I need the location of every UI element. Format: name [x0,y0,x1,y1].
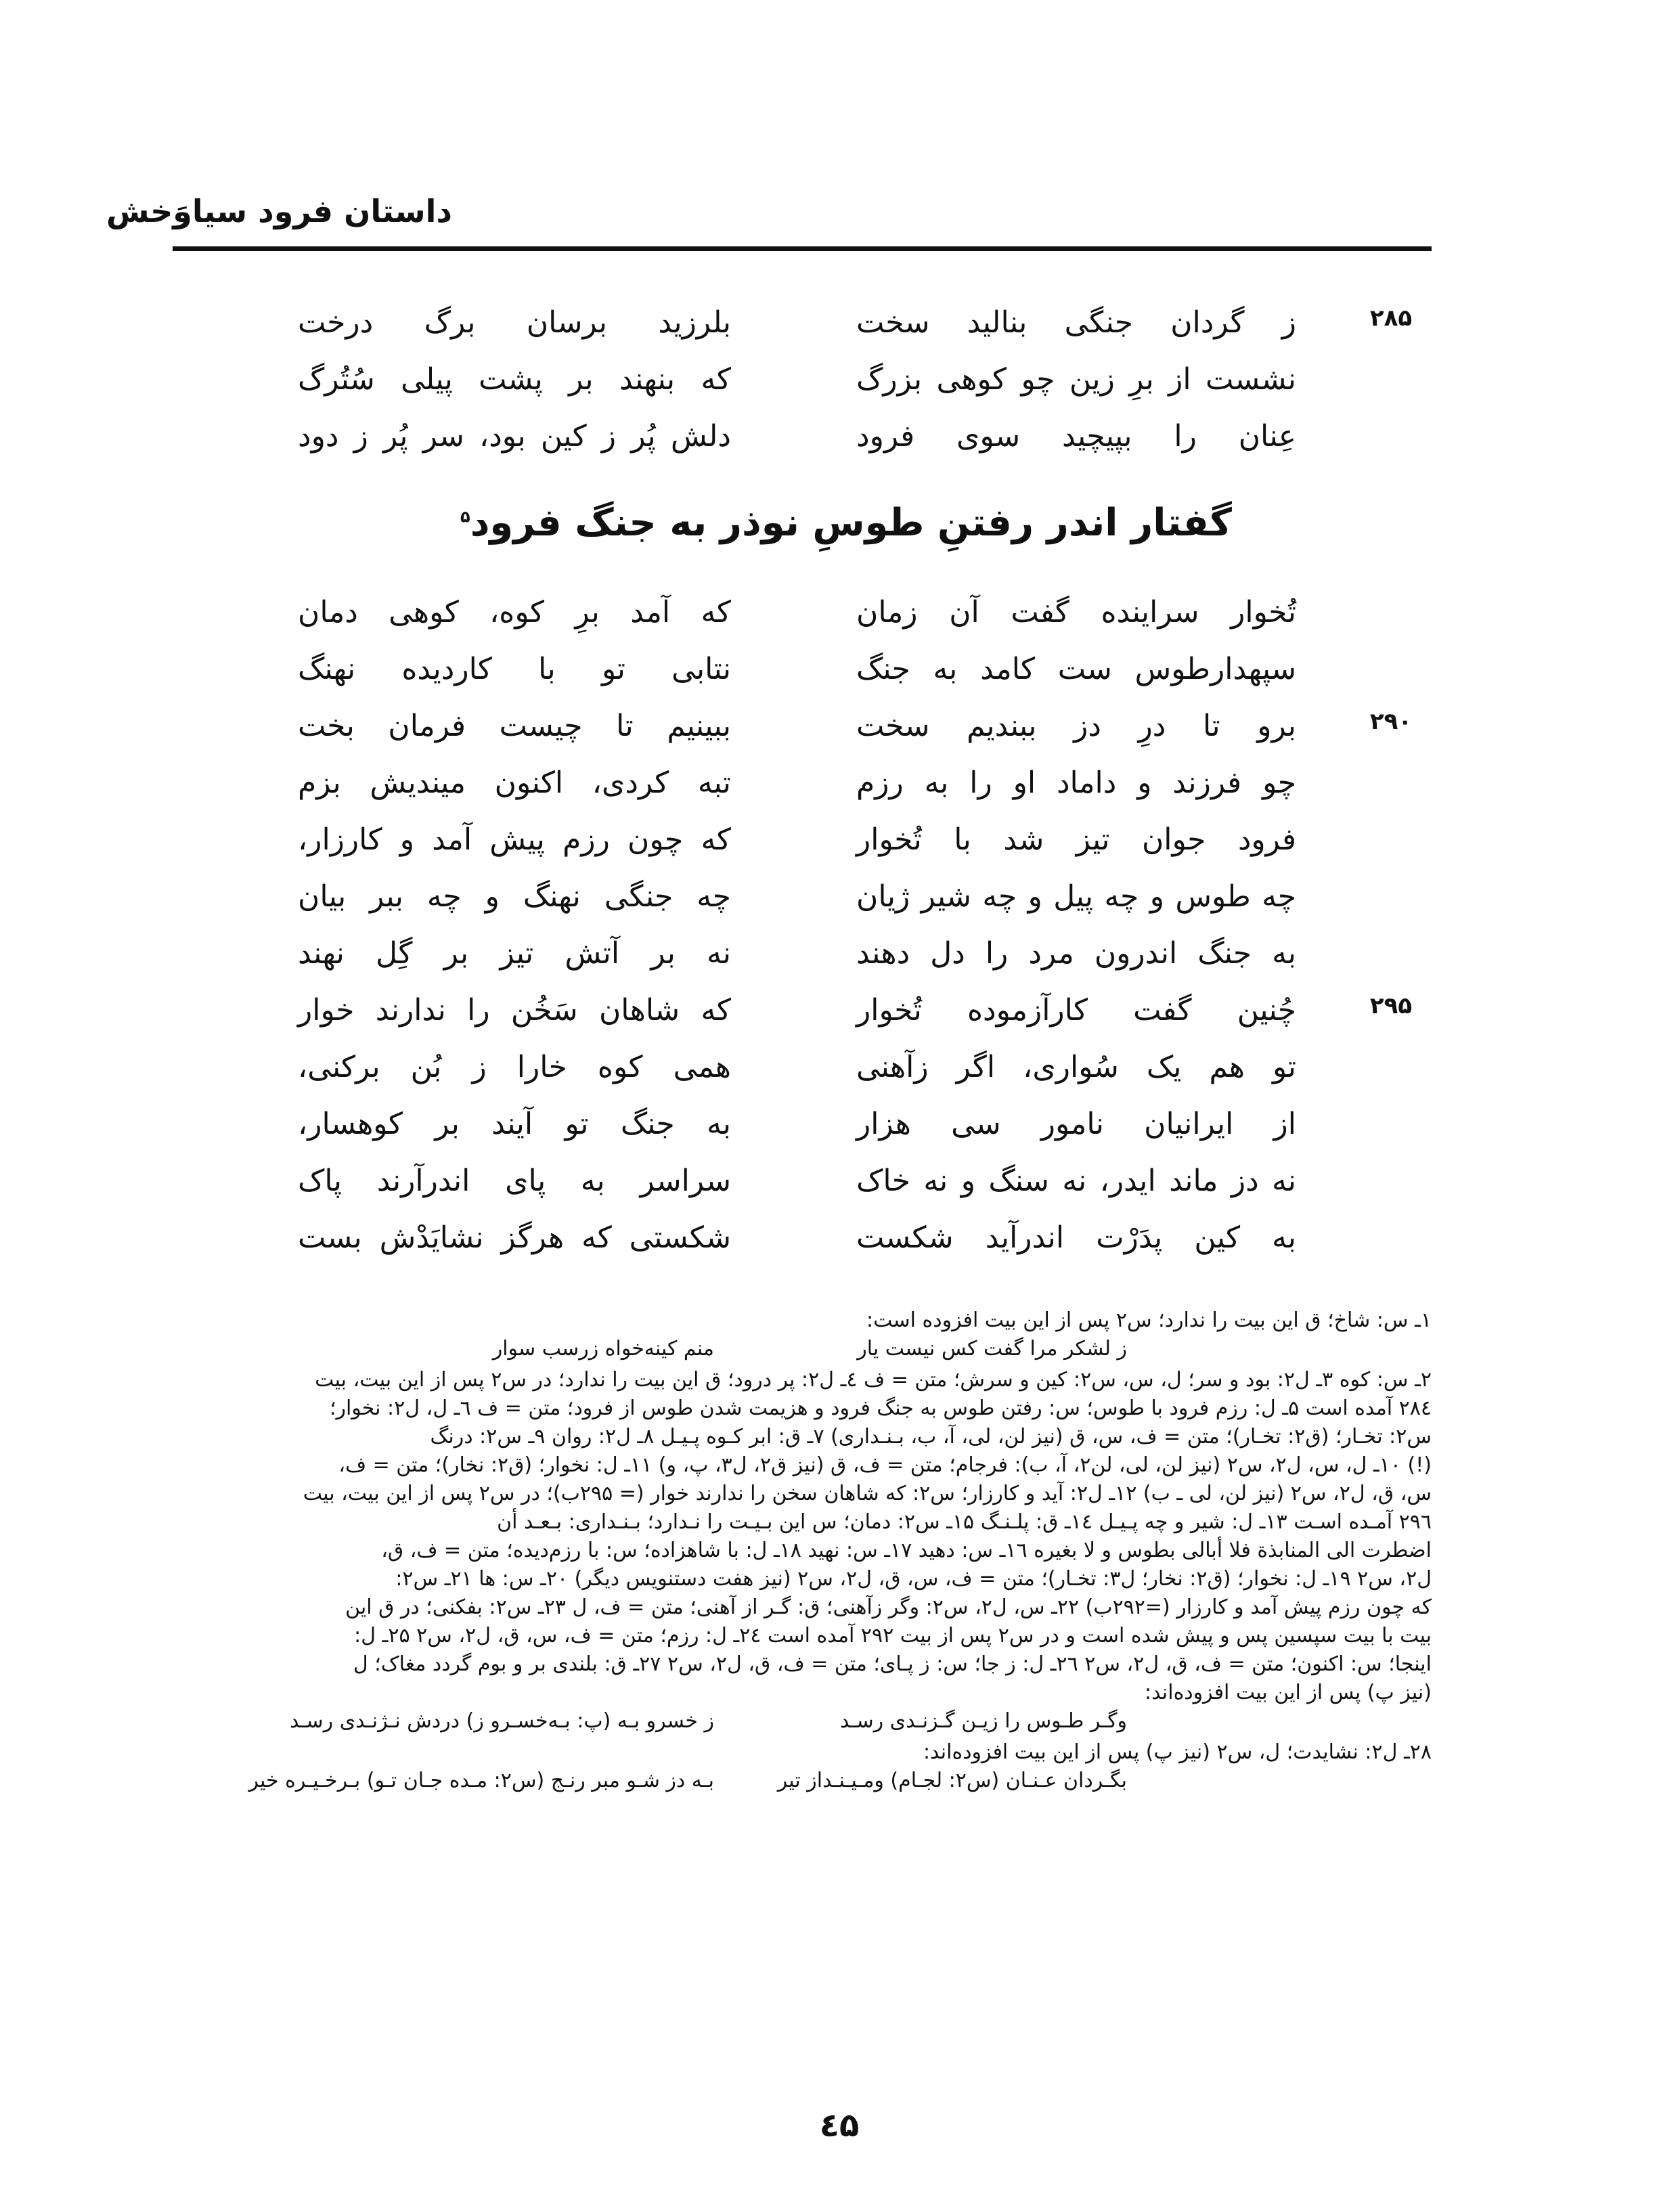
footnote-line: س۲: تخـار؛ (ق۲: تخـار)؛ متن = ف، س، ق (نیز لن، لی، آ، ب، بـنـداری) ۷ـ ق: ابر کـوه پـیـل ۸ـ ل۲: روان ۹ـ س۲: درنگ [430,1425,1432,1449]
verse-row [0,589,1680,646]
right-hemistich: چه طوس و چه پیل و چه شیر ژیان [856,879,1296,914]
hemistich-text: بلرزید برسان برگ درخت [298,305,731,340]
footnote-verse-right: وگـر طـوس را زیـن گـزنـدی رسـد [839,1709,1127,1733]
right-hemistich: ز گردان جنگی بنالید سخت [856,305,1296,340]
footnote-verse [166,1335,1432,1366]
verse-row [0,1044,1680,1101]
footnote-line: اضطرت الی المنابذة فلا أبالی بطوس و لا بغیره ۱٦ـ س: دهید ۱۷ـ س: نهید ۱۸ـ ل: با شاهزاده؛ س: با رزم‌دیده؛ متن = ف، ق، [381,1539,1432,1562]
verse-row [0,413,1680,470]
right-hemistich: فرود جوان تیز شد با تُخوار [856,822,1296,857]
header-rule [173,246,1432,251]
right-hemistich: چو فرزند و داماد او را به رزم [856,766,1296,800]
footnote-line: (نیز پ) پس از این بیت افزوده‌اند: [1145,1681,1432,1704]
footnote-line: بیت با بیت سپسین پس و پیش شده است و در س۲ پس از بیت ۲۹۲ آمده است ۲٤ـ ل: رزم؛ متن = ف، س، ق، ل۲، س۲ ۲۵ـ ل: [354,1624,1432,1648]
footnote-line: اینجا؛ س: اکنون؛ متن = ف، ق، ل۲، س۲ ۲٦ـ ل: ز جا؛ س: ز پـای؛ متن = ف، ق، ل۲، س۲ ۲۷ـ ق: بلندی بر و بوم گردد مغاک؛ ل [353,1652,1432,1676]
verse-row [0,759,1680,816]
right-hemistich: سپهدارطوس ست کامد به جنگ [856,652,1296,686]
verse-row [0,1214,1680,1271]
right-hemistich: عِنان را بپیچید سوی فرود [856,419,1296,454]
footnote-verse-left: منم کینه‌خواه زرسب سوار [492,1337,714,1361]
footnote-verse-right: ز لشکر مرا گفت کس نیست یار [857,1337,1127,1361]
verse-number: ۲۸۵ [1369,305,1413,332]
footnote-1-intro: ۱ـ س: شاخ؛ ق این بیت را ندارد؛ س۲ پس از این بیت افزوده است: [866,1308,1432,1332]
right-hemistich: تُخوار سراینده گفت آن زمان [856,595,1296,630]
footnote-line: س، ق، ل۲، س۲ (نیز لن، لی ـ ب) ۱۲ـ ل۲: آید و کارزار؛ س۲: که شاهان سخن را ندارند خوار (= ۲۹۵ب)؛ در س۲ پس از این بیت، بیت [303,1482,1432,1505]
section-heading [271,501,1421,545]
right-hemistich: برو تا درِ دز ببندیم سخت [856,709,1296,743]
right-hemistich: از ایرانیان نامور سی هزار [856,1107,1296,1141]
left-hemistich: که چون رزم پیش آمد و کارزار، [298,822,731,857]
left-hemistich: به جنگ تو آیند بر کوهسار، [298,1107,731,1141]
left-hemistich: تبه کردی، اکنون میندیش بزم [298,766,731,800]
left-hemistich: سراسر به پای اندرآرند پاک [298,1164,731,1198]
footnote-line: که چون رزم پیش آمد و کارزار (=۲۹۲ب) ۲۲ـ س، ل۲، س۲: وگر زآهنی؛ ق: گـر از آهنی؛ متن = ف، ل ۲۳ـ س۲: بفکنی؛ در ق این [345,1595,1432,1619]
footnote-line: (!) ۱۰ـ ل، س، ل۲، س۲ (نیز لن، لی، لن۲، آ، ب): فرجام؛ متن = ف، ق (نیز ق۲، ل۳، پ، و) ۱۱ـ ل: نخوار؛ (ق۲: نخار)؛ متن = ف، [338,1453,1432,1477]
right-hemistich: به جنگ اندرون مرد را دل دهند [856,936,1296,971]
footnote-line: ۲۸٤ آمده است ۵ـ ل: رزم فرود با طوس؛ س: رفتن طوس به جنگ فرود و هزیمت شدن طوس از فرود؛ متن = ف ٦ـ ل، ل۲: نخوار؛ [329,1396,1432,1420]
verse-row [0,873,1680,930]
left-hemistich: شکستی که هرگز نشایَدْش بست [298,1220,731,1255]
right-hemistich: چُنین گفت کارآزموده تُخوار [856,993,1296,1028]
left-hemistich: دلش پُر ز کین بود، سر پُر ز دود [298,419,731,454]
left-hemistich: که بنهند بر پشت پیلی سُتُرگ [298,362,731,397]
right-hemistich: نه دز ماند ایدر، نه سنگ و نه خاک [856,1164,1296,1198]
footnote-line: ۲۹٦ آمـده اسـت ۱۳ـ ل: شیر و چه پـیـل ۱٤ـ ق: پلـنـگ ۱۵ـ س۲: دمان؛ س این بـیـت را نـدارد؛ بـنـداری: بـعـد أن [497,1510,1432,1534]
verse-row [0,1101,1680,1157]
running-head: داستان فرود سیاوَخش [106,193,452,229]
right-hemistich: تو هم یک سُواری، اگر زآهنی [856,1050,1296,1084]
footnote-verse-left: ز خسرو بـه (پ: بـه‌خسـرو ز) دردش نـژنـدی رسـد [290,1709,714,1733]
verse-block-1 [0,299,1680,470]
left-hemistich: همی کوه خارا ز بُن برکنی، [298,1050,731,1084]
verse-row [0,356,1680,413]
footnotes [166,1306,1432,1798]
section-heading-text: گفتار اندر رفتنِ طوسِ نوذر به جنگ فرود [470,501,1232,545]
footnote-verse-right: بگـردان عـنـان (س۲: لجـام) ومـیـنـداز تیر [777,1769,1127,1792]
footnote-verse [166,1707,1432,1738]
verse-block-2 [0,589,1680,1271]
footnote-line: ل۲، س۲ ۱۹ـ ل: نخوار؛ (ق۲: نخار؛ ل۳: تخـار)؛ متن = ف، س، ق، ل۲، س۲ (نیز هفت دستنویس دیگر) ۲۰ـ س: ها ۲۱ـ س۲: [395,1567,1432,1591]
verse-row [0,703,1680,759]
left-hemistich: ببینیم تا چیست فرمان بخت [298,709,731,743]
left-hemistich [298,299,731,347]
footnote-marker: ۵ [460,507,470,527]
verse-row [0,299,1680,356]
footnote-verse-left: بـه دز شـو مبر رنـج (س۲: مـده جـان تـو) بـرخـیـره خیر [248,1769,714,1792]
verse-number: ۲۹۰ [1369,708,1413,735]
left-hemistich: نه بر آتش تیز بر گِل نهند [298,936,731,971]
verse-row [0,930,1680,987]
verse-row [0,816,1680,873]
footnote-line: ۲ـ س: کوه ۳ـ ل۲: بود و سر؛ ل، س، س۲: کین و سرش؛ متن = ف ٤ـ ل۲: پر درود؛ ق این بیت را ندارد؛ در س۲ پس از این بیت، بیت [315,1368,1432,1392]
verse-row [0,646,1680,703]
verse-number: ۲۹۵ [1369,992,1413,1019]
right-hemistich: به کین پدَرْت اندرآید شکست [856,1220,1296,1255]
verse-row [0,1157,1680,1214]
left-hemistich: چه جنگی نهنگ و چه ببر بیان [298,879,731,914]
left-hemistich: که آمد برِ کوه، کوهی دمان [298,595,731,630]
footnote-28-intro: ۲۸ـ ل۲: نشایدت؛ ل، س۲ (نیز پ) پس از این بیت افزوده‌اند: [923,1740,1432,1764]
left-hemistich: نتابی تو با کاردیده نهنگ [298,652,731,686]
left-hemistich: که شاهان سَخُن را ندارند خوار [298,993,731,1028]
footnote-verse [166,1767,1432,1798]
verse-row [0,987,1680,1044]
page-number: ٤۵ [819,2106,860,2144]
right-hemistich: نشست از برِ زین چو کوهی بزرگ [856,362,1296,397]
